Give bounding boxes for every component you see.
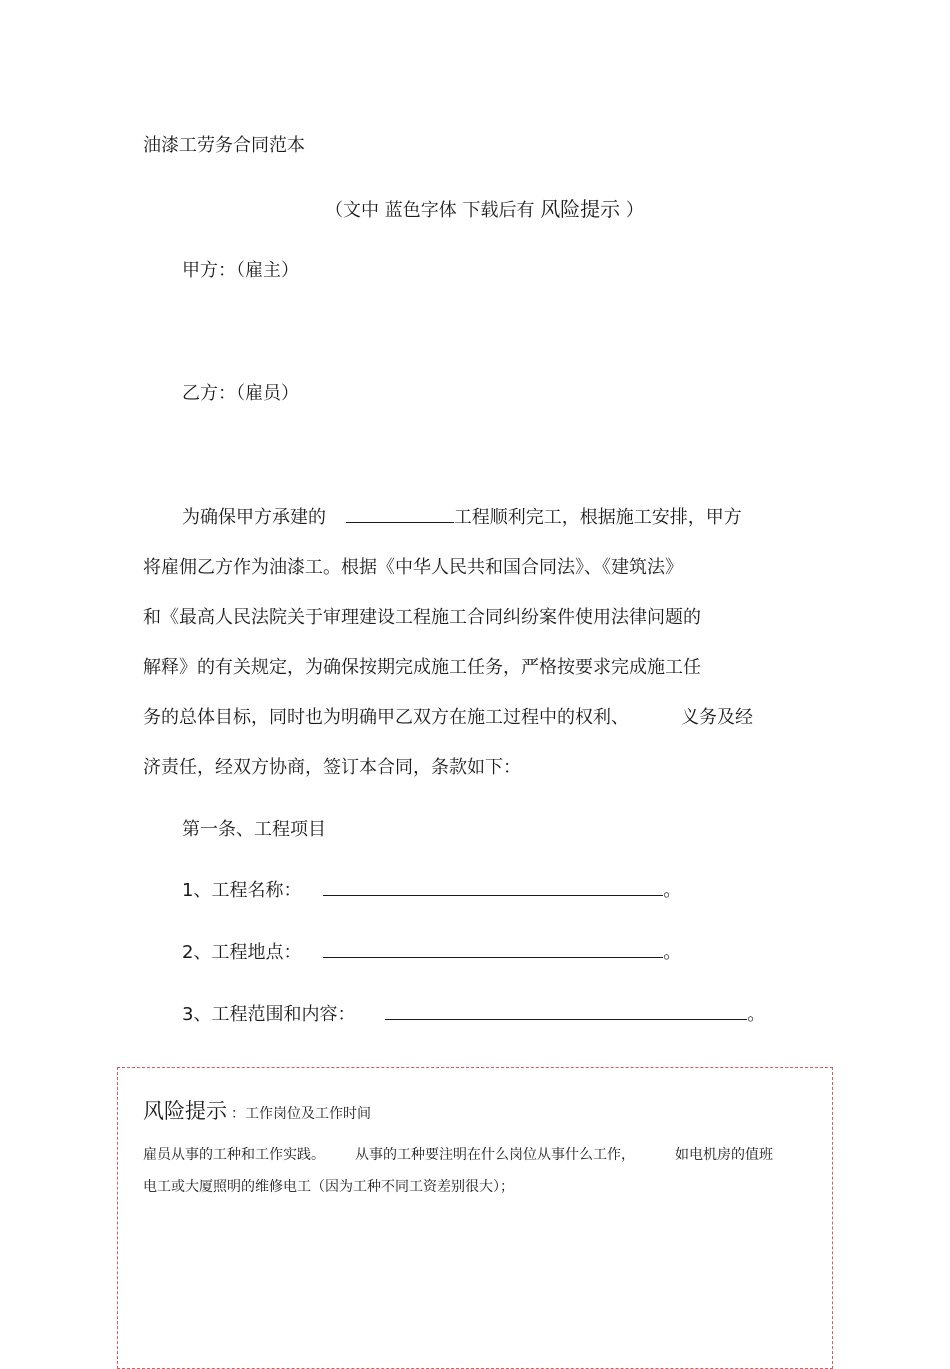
risk-notice-line-2: 电工或大厦照明的维修电工（因为工种不同工资差别很大）； bbox=[143, 1179, 514, 1195]
blue-font-notice bbox=[325, 193, 644, 222]
risk-notice-line-1 bbox=[143, 1144, 773, 1164]
preamble-line-5 bbox=[143, 703, 753, 729]
project-location-period: 。 bbox=[663, 942, 682, 963]
project-scope-period: 。 bbox=[747, 1004, 766, 1025]
preamble-line-4: 解释》的有关规定，为确保按期完成施工任务，严格按要求完成施工任 bbox=[143, 657, 701, 678]
project-location-row bbox=[182, 938, 681, 964]
preamble-line-1-end: 工程顺利完工，根据施工安排，甲方 bbox=[453, 507, 742, 528]
preamble-line-2: 将雇佣乙方作为油漆工。根据《中华人民共和国合同法》、《建筑法》 bbox=[143, 557, 683, 578]
document-title: 油漆工劳务合同范本 bbox=[143, 135, 305, 156]
preamble-line-5-end: 义务及经 bbox=[681, 707, 753, 728]
risk-notice-subtitle: ：工作岗位及工作时间 bbox=[231, 1106, 371, 1122]
project-location-blank bbox=[323, 939, 663, 958]
article-1-heading: 第一条、工程项目 bbox=[182, 819, 326, 840]
risk-notice-title: 风险提示 bbox=[143, 1099, 227, 1123]
preamble-line-1-start: 为确保甲方承建的 bbox=[182, 507, 326, 528]
preamble-line-5-start: 务的总体目标，同时也为明确甲乙双方在施工过程中的权利、 bbox=[143, 707, 629, 728]
notice-suffix: ） bbox=[625, 200, 644, 221]
notice-prefix: （文中 蓝色字体 下载后有 bbox=[325, 200, 535, 221]
risk-notice-title-row bbox=[143, 1095, 371, 1125]
project-location-label: 2、工程地点： bbox=[182, 942, 302, 963]
notice-emphasis: 风险提示 bbox=[540, 197, 621, 221]
preamble-line-3: 和《最高人民法院关于审理建设工程施工合同纠纷案件使用法律问题的 bbox=[143, 607, 701, 628]
project-name-label: 1、工程名称： bbox=[182, 880, 302, 901]
project-name-row bbox=[182, 876, 681, 902]
project-name-period: 。 bbox=[663, 880, 682, 901]
risk-line-1-part-a: 雇员从事的工种和工作实践。 bbox=[143, 1147, 325, 1163]
risk-line-1-part-c: 如电机房的值班 bbox=[675, 1147, 773, 1163]
party-b-label: 乙方：（雇员） bbox=[182, 383, 299, 404]
project-blank bbox=[346, 504, 454, 523]
party-a-label: 甲方：（雇主） bbox=[182, 260, 299, 281]
preamble-line-1 bbox=[182, 503, 742, 529]
preamble-line-6: 济责任，经双方协商，签订本合同，条款如下： bbox=[143, 757, 521, 778]
risk-line-1-part-b: 从事的工种要注明在什么岗位从事什么工作， bbox=[355, 1147, 635, 1163]
project-name-blank bbox=[323, 877, 663, 896]
project-scope-row bbox=[182, 1000, 765, 1026]
project-scope-blank bbox=[385, 1001, 747, 1020]
project-scope-label: 3、工程范围和内容： bbox=[182, 1004, 356, 1025]
